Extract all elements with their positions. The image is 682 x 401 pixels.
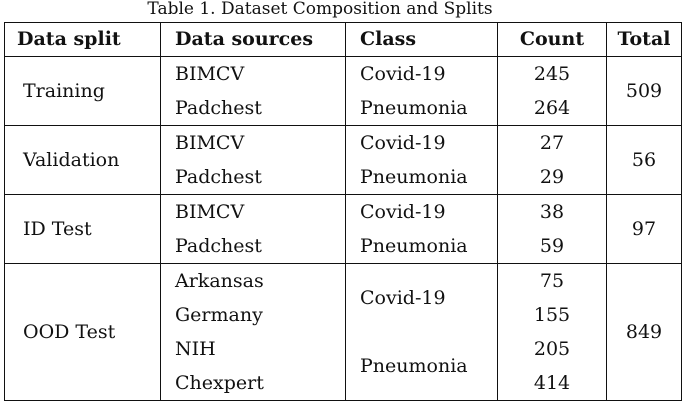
split-cell: Training <box>5 57 161 126</box>
source-cell: NIH <box>161 332 346 366</box>
table-caption: Table 1. Dataset Composition and Splits <box>147 0 493 19</box>
class-cell: Covid-19 <box>346 195 498 230</box>
source-cell: BIMCV <box>161 195 346 230</box>
class-cell: Pneumonia <box>346 332 498 401</box>
class-cell: Covid-19 <box>346 126 498 161</box>
source-cell: BIMCV <box>161 126 346 161</box>
source-cell: Germany <box>161 298 346 332</box>
header-count: Count <box>498 23 607 57</box>
count-cell: 27 <box>498 126 607 161</box>
split-cell: OOD Test <box>5 264 161 401</box>
count-cell: 205 <box>498 332 607 366</box>
count-cell: 59 <box>498 229 607 264</box>
total-cell: 56 <box>607 126 682 195</box>
class-cell: Covid-19 <box>346 264 498 333</box>
table-row <box>5 195 682 230</box>
total-cell: 849 <box>607 264 682 401</box>
split-cell: ID Test <box>5 195 161 264</box>
dataset-table <box>4 22 682 401</box>
table-row <box>5 126 682 161</box>
source-cell: Padchest <box>161 229 346 264</box>
split-cell: Validation <box>5 126 161 195</box>
header-data-split: Data split <box>5 23 161 57</box>
header-row <box>5 23 682 57</box>
class-cell: Covid-19 <box>346 57 498 92</box>
count-cell: 75 <box>498 264 607 299</box>
table-row <box>5 264 682 299</box>
source-cell: BIMCV <box>161 57 346 92</box>
class-cell: Pneumonia <box>346 91 498 126</box>
count-cell: 264 <box>498 91 607 126</box>
source-cell: Padchest <box>161 91 346 126</box>
total-cell: 97 <box>607 195 682 264</box>
count-cell: 38 <box>498 195 607 230</box>
count-cell: 155 <box>498 298 607 332</box>
header-total: Total <box>607 23 682 57</box>
class-cell: Pneumonia <box>346 229 498 264</box>
source-cell: Chexpert <box>161 366 346 401</box>
count-cell: 414 <box>498 366 607 401</box>
source-cell: Arkansas <box>161 264 346 299</box>
total-cell: 509 <box>607 57 682 126</box>
count-cell: 245 <box>498 57 607 92</box>
count-cell: 29 <box>498 160 607 195</box>
source-cell: Padchest <box>161 160 346 195</box>
table-row <box>5 57 682 92</box>
header-class: Class <box>346 23 498 57</box>
class-cell: Pneumonia <box>346 160 498 195</box>
header-data-sources: Data sources <box>161 23 346 57</box>
